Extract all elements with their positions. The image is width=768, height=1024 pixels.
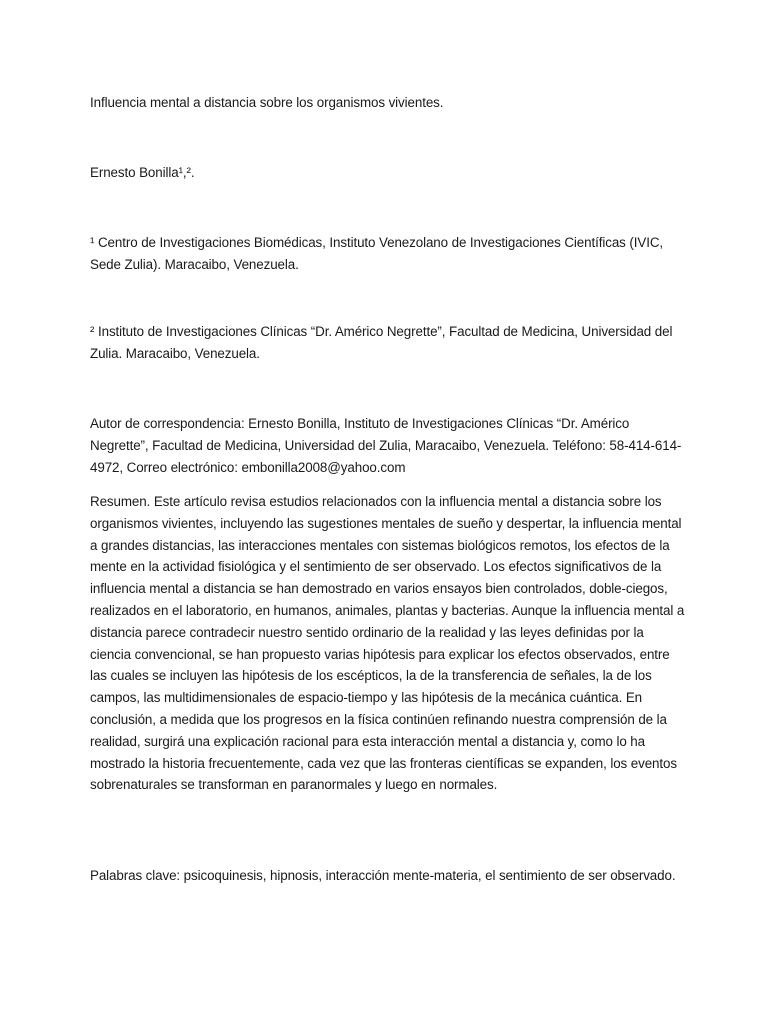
keywords-paragraph: Palabras clave: psicoquinesis, hipnosis, interacción mente-materia, el sentimiento de ser observado.: [90, 868, 676, 883]
document-title: Influencia mental a distancia sobre los organismos vivientes.: [90, 95, 444, 110]
abstract-paragraph: Resumen. Este artículo revisa estudios relacionados con la influencia mental a distancia sobre los organismos vivientes, incluyendo las sugestiones mentales de sueño y despertar, la influencia mental a grandes distancias, las interacciones mentales con sistemas biológicos remotos, los efectos de la mente en la actividad fisiológica y el sentimiento de ser observado. Los efectos significativos de la influencia mental a distancia se han demostrado en varios ensayos bien controlados, doble-ciegos, realizados en el laboratorio, en humanos, animales, plantas y bacterias. Aunque la influencia mental a distancia parece contradecir nuestro sentido ordinario de la realidad y las leyes definidas por la ciencia convencional, se han propuesto varias hipótesis para explicar los efectos observados, entre las cuales se incluyen las hipótesis de los escépticos, la de la transferencia de señales, la de los campos, las multidimensionales de espacio-tiempo y las hipótesis de la mecánica cuántica. En conclusión, a medida que los progresos en la física continúen refinando nuestra comprensión de la realidad, surgirá una explicación racional para esta interacción mental a distancia y, como lo ha mostrado la historia frecuentemente, cada vez que las fronteras científicas se expanden, los eventos sobrenaturales se transforman en paranormales y luego en normales.: [90, 494, 685, 793]
affiliation-1: ¹ Centro de Investigaciones Biomédicas, Instituto Venezolano de Investigaciones Científicas (IVIC, Sede Zulia). Maracaibo, Venezuela.: [90, 235, 664, 272]
author-line: Ernesto Bonilla¹,².: [90, 165, 195, 180]
correspondence-paragraph: Autor de correspondencia: Ernesto Bonilla, Instituto de Investigaciones Clínicas “Dr. Américo Negrette”, Facultad de Medicina, Universidad del Zulia, Maracaibo, Venezuela. Teléfono: 58-414-614-4972, Correo electrónico: embonilla2008@yahoo.com: [90, 416, 682, 475]
affiliation-2: ² Instituto de Investigaciones Clínicas “Dr. Américo Negrette”, Facultad de Medicina, Universidad del Zulia. Maracaibo, Venezuela.: [90, 324, 673, 361]
